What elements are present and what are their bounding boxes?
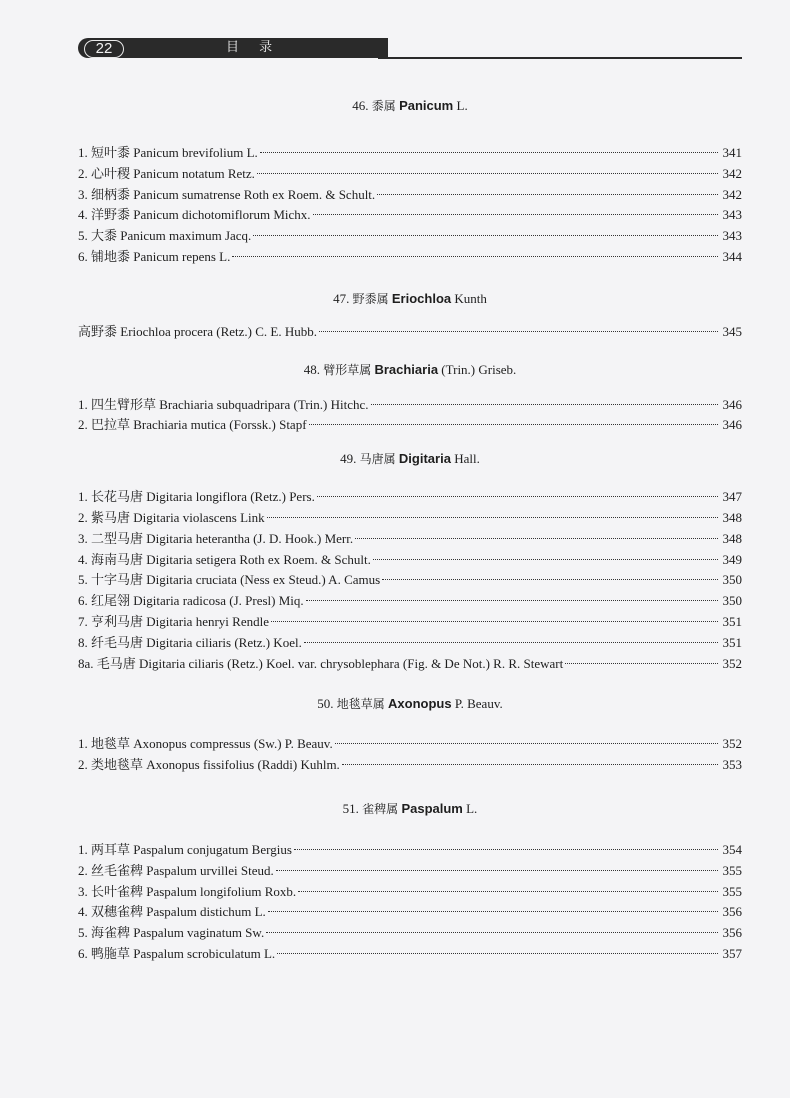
entry-page: 354 xyxy=(722,841,742,857)
genus-author: Kunth xyxy=(454,290,487,306)
entry-label: 2. 心叶稷 Panicum notatum Retz. xyxy=(78,165,255,181)
entry-label: 2. 巴拉草 Brachiaria mutica (Forssk.) Stapf xyxy=(78,417,307,433)
dot-leader xyxy=(268,911,718,912)
toc-entry[interactable] xyxy=(78,902,742,923)
genus-name-latin: Eriochloa xyxy=(391,290,452,306)
entry-page: 344 xyxy=(722,248,742,264)
genus-author: L. xyxy=(456,98,468,113)
page-header xyxy=(78,38,742,60)
genus-name-latin: Panicum xyxy=(399,98,454,113)
genus-author: (Trin.) Griseb. xyxy=(441,361,517,377)
entry-page: 356 xyxy=(722,904,742,920)
entry-label: 2. 类地毯草 Axonopus fissifolius (Raddi) Kuhlm. xyxy=(78,757,340,773)
entry-label: 6. 红尾翎 Digitaria radicosa (J. Presl) Miq. xyxy=(78,593,304,609)
toc-entry[interactable] xyxy=(78,247,742,268)
genus-name-latin: Paspalum xyxy=(401,800,463,816)
toc-entry[interactable] xyxy=(78,395,742,416)
dot-leader xyxy=(319,331,718,332)
dot-leader xyxy=(565,663,718,664)
dot-leader xyxy=(267,517,718,518)
dot-leader xyxy=(355,538,718,539)
genus-name-latin: Brachiaria xyxy=(374,361,439,377)
dot-leader xyxy=(317,496,718,497)
toc-entry[interactable] xyxy=(78,755,742,776)
dot-leader xyxy=(306,600,718,601)
entry-label: 1. 两耳草 Paspalum conjugatum Bergius xyxy=(78,841,292,857)
entry-page: 346 xyxy=(722,417,742,433)
entry-page: 355 xyxy=(722,862,742,878)
dot-leader xyxy=(309,424,718,425)
entry-page: 346 xyxy=(722,396,742,412)
entry-page: 349 xyxy=(722,551,742,567)
entry-label: 8a. 毛马唐 Digitaria ciliaris (Retz.) Koel. var. chrysoblephara (Fig. & De Not.) R. R. Stewart xyxy=(78,655,564,671)
entry-label: 1. 短叶黍 Panicum brevifolium L. xyxy=(78,145,258,160)
genus-number: 51. xyxy=(342,800,359,816)
toc-entry[interactable] xyxy=(78,508,742,529)
entry-label: 3. 二型马唐 Digitaria heterantha (J. D. Hook.) Merr. xyxy=(78,530,354,546)
entry-page: 357 xyxy=(722,945,742,961)
entry-label: 4. 洋野黍 Panicum dichotomiflorum Michx. xyxy=(78,207,311,223)
genus-heading xyxy=(78,799,742,819)
toc-entry[interactable] xyxy=(78,882,742,903)
entry-page: 352 xyxy=(722,736,742,752)
entry-page: 356 xyxy=(722,925,742,941)
genus-number: 49. xyxy=(340,451,357,467)
toc-entry[interactable] xyxy=(78,143,742,164)
toc-entry[interactable] xyxy=(78,185,742,206)
entry-page: 348 xyxy=(722,509,742,525)
genus-number: 48. xyxy=(303,361,320,377)
toc-entry[interactable] xyxy=(78,226,742,247)
entry-page: 352 xyxy=(722,655,742,671)
dot-leader xyxy=(377,194,718,195)
dot-leader xyxy=(298,891,718,892)
entry-page: 343 xyxy=(722,207,742,223)
dot-leader xyxy=(371,404,718,405)
entry-page: 347 xyxy=(722,489,742,505)
entry-page: 350 xyxy=(722,572,742,588)
genus-name-latin: Digitaria xyxy=(398,451,451,467)
entry-label: 3. 细柄黍 Panicum sumatrense Roth ex Roem. & Schult. xyxy=(78,186,376,202)
page-number: 22 xyxy=(84,40,124,58)
toc-entry[interactable] xyxy=(78,840,742,861)
entry-label: 5. 十字马唐 Digitaria cruciata (Ness ex Steud.) A. Camus xyxy=(78,572,381,588)
entry-page: 351 xyxy=(722,613,742,629)
entry-page: 341 xyxy=(722,145,742,160)
entry-page: 343 xyxy=(722,228,742,244)
genus-name-cn: 马唐属 xyxy=(359,452,396,467)
entry-label: 1. 四生臂形草 Brachiaria subquadripara (Trin.) Hitchc. xyxy=(78,396,369,412)
genus-heading xyxy=(78,96,742,116)
dot-leader xyxy=(373,559,718,560)
genus-name-cn: 地毯草属 xyxy=(336,697,385,712)
dot-leader xyxy=(304,642,718,643)
genus-number: 46. xyxy=(352,98,369,113)
genus-number: 47. xyxy=(333,290,350,306)
dot-leader xyxy=(313,214,718,215)
entry-label: 1. 地毯草 Axonopus compressus (Sw.) P. Beauv. xyxy=(78,736,333,752)
dot-leader xyxy=(260,152,718,153)
entry-label: 6. 铺地黍 Panicum repens L. xyxy=(78,248,231,264)
dot-leader xyxy=(335,743,718,744)
entry-label: 5. 大黍 Panicum maximum Jacq. xyxy=(78,228,252,244)
toc-entry[interactable] xyxy=(78,861,742,882)
genus-number: 50. xyxy=(317,696,334,712)
entry-page: 348 xyxy=(722,530,742,546)
toc-content xyxy=(78,96,742,965)
entry-label: 4. 海南马唐 Digitaria setigera Roth ex Roem. & Schult. xyxy=(78,551,371,567)
genus-name-cn: 野黍属 xyxy=(352,291,389,306)
genus-author: L. xyxy=(466,800,478,816)
dot-leader xyxy=(277,953,718,954)
dot-leader xyxy=(271,621,718,622)
toc-entry[interactable] xyxy=(78,322,742,343)
dot-leader xyxy=(382,579,718,580)
dot-leader xyxy=(294,849,718,850)
toc-entry[interactable] xyxy=(78,550,742,571)
genus-name-cn: 黍属 xyxy=(371,99,396,113)
genus-author: Hall. xyxy=(454,451,480,467)
genus-heading xyxy=(78,289,742,309)
toc-entry[interactable] xyxy=(78,570,742,591)
dot-leader xyxy=(257,173,718,174)
genus-heading xyxy=(78,694,742,714)
entry-page: 350 xyxy=(722,593,742,609)
dot-leader xyxy=(232,256,718,257)
toc-entry[interactable] xyxy=(78,734,742,755)
genus-name-latin: Axonopus xyxy=(388,696,452,712)
entry-page: 342 xyxy=(722,186,742,202)
dot-leader xyxy=(266,932,718,933)
dot-leader xyxy=(342,764,718,765)
toc-entry[interactable] xyxy=(78,487,742,508)
genus-author: P. Beauv. xyxy=(454,696,503,712)
dot-leader xyxy=(253,235,718,236)
entry-label: 1. 长花马唐 Digitaria longiflora (Retz.) Pers. xyxy=(78,489,315,505)
toc-entry[interactable] xyxy=(78,923,742,944)
toc-entry[interactable] xyxy=(78,164,742,185)
entry-page: 353 xyxy=(722,757,742,773)
genus-heading xyxy=(78,360,742,380)
toc-entry[interactable] xyxy=(78,612,742,633)
genus-name-cn: 臂形草属 xyxy=(323,362,372,377)
entry-page: 355 xyxy=(722,883,742,899)
genus-heading xyxy=(78,449,742,469)
toc-entry[interactable] xyxy=(78,205,742,226)
entry-label: 8. 纤毛马唐 Digitaria ciliaris (Retz.) Koel. xyxy=(78,634,302,650)
entry-page: 342 xyxy=(722,165,742,181)
header-title: 目 录 xyxy=(226,40,281,55)
entry-label: 高野黍 Eriochloa procera (Retz.) C. E. Hubb. xyxy=(78,323,317,339)
entry-label: 2. 紫马唐 Digitaria violascens Link xyxy=(78,509,265,525)
toc-entry[interactable] xyxy=(78,633,742,654)
entry-label: 6. 鸭胣草 Paspalum scrobiculatum L. xyxy=(78,945,276,961)
toc-entry[interactable] xyxy=(78,529,742,550)
entry-label: 5. 海雀稗 Paspalum vaginatum Sw. xyxy=(78,925,265,941)
entry-page: 345 xyxy=(722,323,742,339)
entry-label: 4. 双穗雀稗 Paspalum distichum L. xyxy=(78,904,266,920)
genus-name-cn: 雀稗属 xyxy=(362,801,399,816)
toc-entry[interactable] xyxy=(78,591,742,612)
entry-page: 351 xyxy=(722,634,742,650)
toc-entry[interactable] xyxy=(78,415,742,436)
toc-entry[interactable] xyxy=(78,654,742,675)
toc-entry[interactable] xyxy=(78,944,742,965)
dot-leader xyxy=(276,870,718,871)
entry-label: 3. 长叶雀稗 Paspalum longifolium Roxb. xyxy=(78,883,297,899)
header-rule xyxy=(378,57,742,59)
entry-label: 7. 亨利马唐 Digitaria henryi Rendle xyxy=(78,613,269,629)
entry-label: 2. 丝毛雀稗 Paspalum urvillei Steud. xyxy=(78,862,274,878)
